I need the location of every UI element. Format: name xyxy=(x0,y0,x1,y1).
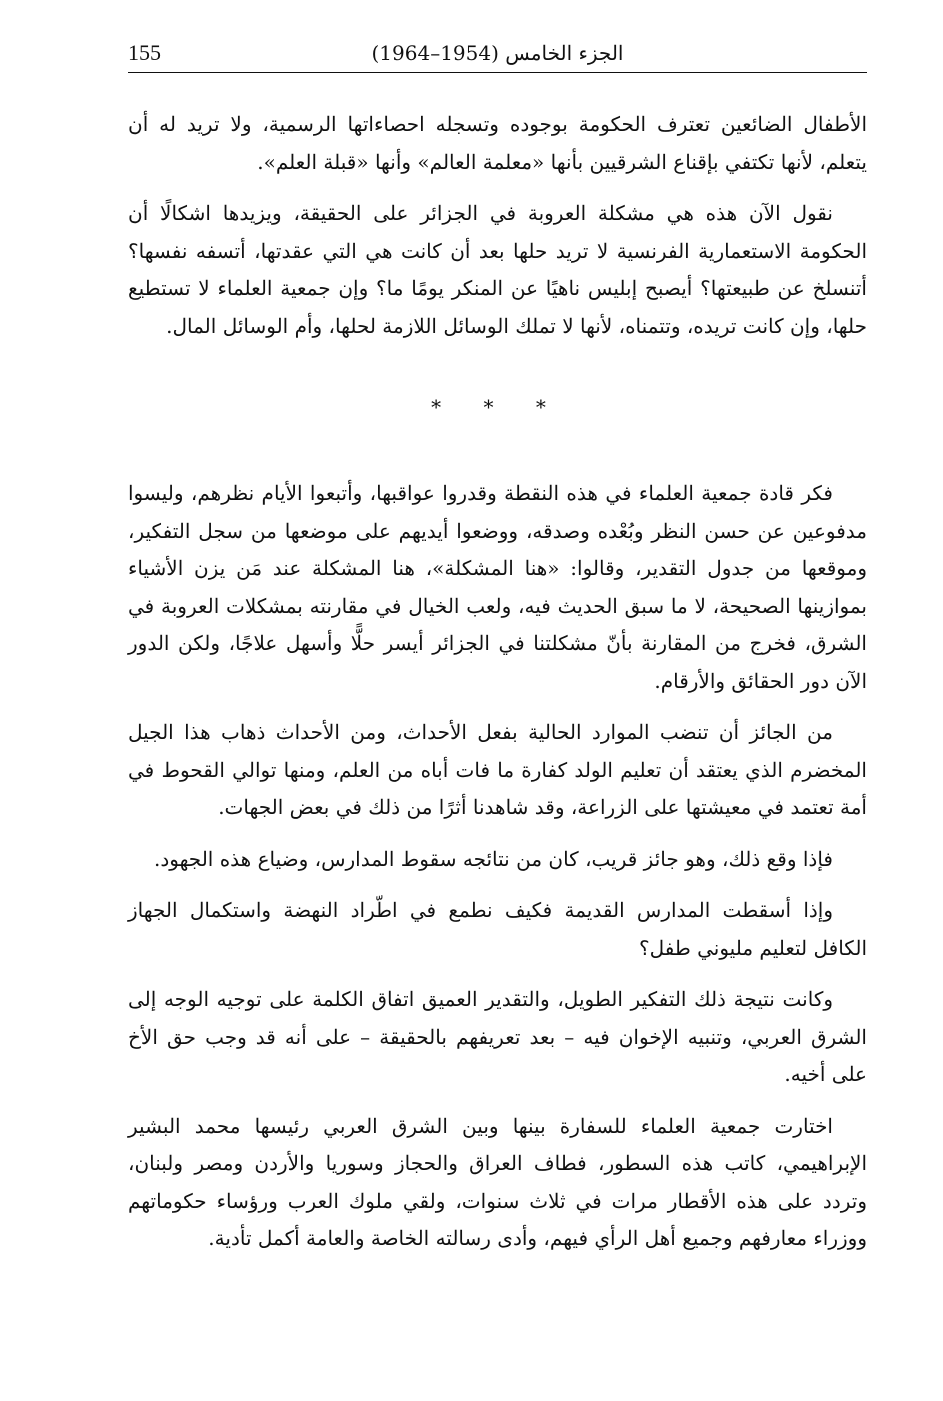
header-rule xyxy=(128,72,867,73)
paragraph-5: فإذا وقع ذلك، وهو جائز قريب، كان من نتائجه سقوط المدارس، وضياع هذه الجهود. xyxy=(153,846,833,871)
paragraph-7: وكانت نتيجة ذلك التفكير الطويل، والتقدير العميق اتفاق الكلمة على توجيه الوجه إلى الشرق العربي، وتنبيه الإخوان فيه – بعد تعريفهم بالحقيقة – على أنه قد وجب حق الأخ على أخيه. xyxy=(128,987,867,1086)
running-header xyxy=(128,38,867,72)
section-separator: * * * xyxy=(431,395,564,419)
body-text xyxy=(128,106,867,1258)
paragraph-6: وإذا أسقطت المدارس القديمة فكيف نطمع في اطّراد النهضة واستكمال الجهاز الكافل لتعليم مليوني طفل؟ xyxy=(128,898,867,960)
page-number: 155 xyxy=(128,40,161,65)
paragraph-4: من الجائز أن تنضب الموارد الحالية بفعل الأحداث، ومن الأحداث ذهاب هذا الجيل المخضرم الذي يعتقد أن تعليم الولد كفارة ما فات أباه من العلم، ومنها توالي القحوط في أمة تعتمد في معيشتها على الزراعة، وقد شاهدنا أثرًا من ذلك في بعض الجهات. xyxy=(128,720,867,819)
running-title: الجزء الخامس (1954–1964) xyxy=(371,41,624,65)
paragraph-3: فكر قادة جمعية العلماء في هذه النقطة وقدروا عواقبها، وأتبعوا الأيام نظرهم، وليسوا مدفوعين عن حسن النظر وبُعْده وصدقه، ووضعوا أيديهم على موضعها من سجل التفكير، وموقعها من جدول التقدير، وقالوا: «هنا المشكلة»، هنا المشكلة عند مَن يزن الأشياء بموازينها الصحيحة، لا ما سبق الحديث فيه، ولعب الخيال في مقارنته بمشكلات العروبة في الشرق، فخرج من المقارنة بأنّ مشكلتنا في الجزائر أيسر حلًّا وأسهل علاجًا، ولكن الدور الآن دور الحقائق والأرقام. xyxy=(128,481,867,693)
paragraph-2: نقول الآن هذه هي مشكلة العروبة في الجزائر على الحقيقة، ويزيدها اشكالًا أن الحكومة الاستعمارية الفرنسية لا تريد حلها بعد أن كانت هي التي عقدتها، أتسفه نفسها؟ أتنسلخ عن طبيعتها؟ أيصبح إبليس ناهيًا عن المنكر يومًا ما؟ وإن جمعية العلماء لا تستطيع حلها، وإن كانت تريده، وتتمناه، لأنها لا تملك الوسائل اللازمة لحلها، وأم الوسائل المال. xyxy=(128,201,867,338)
paragraph-8: اختارت جمعية العلماء للسفارة بينها وبين الشرق العربي رئيسها محمد البشير الإبراهيمي، كاتب هذه السطور، فطاف العراق والحجاز وسوريا والأردن ومصر ولبنان، وتردد على هذه الأقطار مرات في ثلاث سنوات، ولقي ملوك العرب ورؤساء حكوماتهم ووزراء معارفهم وجميع أهل الرأي فيهم، وأدى رسالته الخاصة والعامة أكمل تأدية. xyxy=(128,1113,867,1250)
paragraph-1: الأطفال الضائعين تعترف الحكومة بوجوده وتسجله احصاءاتها الرسمية، ولا تريد له أن يتعلم، لأنها تكتفي بإقناع الشرقيين بأنها «معلمة العالم» وأنها «قبلة العلم». xyxy=(128,112,867,174)
